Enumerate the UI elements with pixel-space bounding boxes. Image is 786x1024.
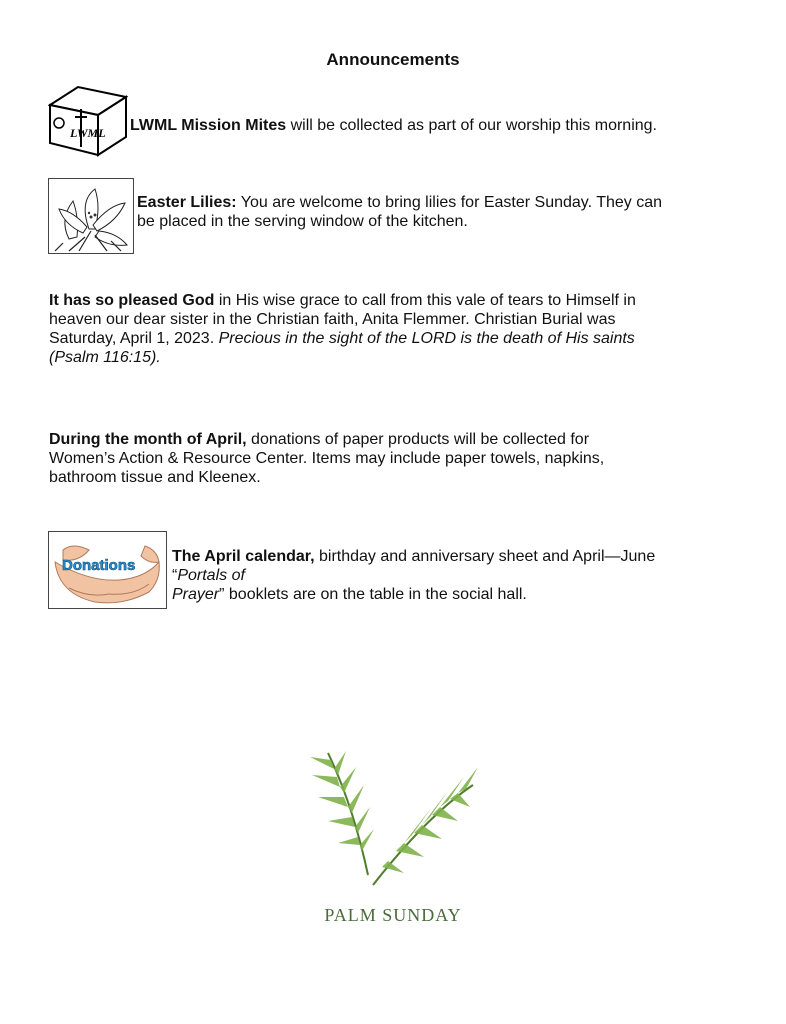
svg-text:Donations: Donations xyxy=(62,557,136,574)
april-donations-announcement: During the month of April, donations of paper products will be collected for Women’s Action & Resource Center. Items may include paper towels, napkins, bathroom tissue and Kleenex. xyxy=(49,431,605,486)
mites-heading: LWML Mission Mites xyxy=(130,117,287,134)
mites-announcement: LWML Mission Mites will be collected as part of our worship this morning. xyxy=(130,117,657,134)
lily-icon xyxy=(49,179,133,253)
lilies-announcement: Easter Lilies: You are welcome to bring lilies for Easter Sunday. They can be placed in the serving window of the kitchen. xyxy=(137,194,663,230)
cupped-hands-icon xyxy=(49,532,166,608)
palm-sunday-graphic xyxy=(298,745,488,945)
donations-image xyxy=(48,531,167,609)
lilies-heading: Easter Lilies: xyxy=(137,194,237,211)
april-heading: During the month of April, xyxy=(49,431,247,448)
palm-fronds-icon xyxy=(298,745,488,895)
memorial-announcement: It has so pleased God in His wise grace to call from this vale of tears to Himself in heaven our dear sister in the Christian faith, Anita Flemmer. Christian Burial was Saturday, April 1, 2023. Precious in the sight of the LORD is the death of His saints (Psalm 116:15). xyxy=(49,292,636,366)
page-title: Announcements xyxy=(326,50,460,69)
svg-text:LWML: LWML xyxy=(70,126,106,140)
lilies-image xyxy=(48,178,134,254)
calendar-heading: The April calendar, xyxy=(172,548,315,565)
mite-box-image xyxy=(48,85,128,157)
memorial-heading: It has so pleased God xyxy=(49,292,215,309)
mite-box-icon xyxy=(48,85,128,157)
calendar-announcement: The April calendar, birthday and anniversary sheet and April—June “Portals of Prayer” booklets are on the table in the social hall. xyxy=(172,548,656,603)
palm-sunday-caption: PALM SUNDAY xyxy=(324,905,462,925)
